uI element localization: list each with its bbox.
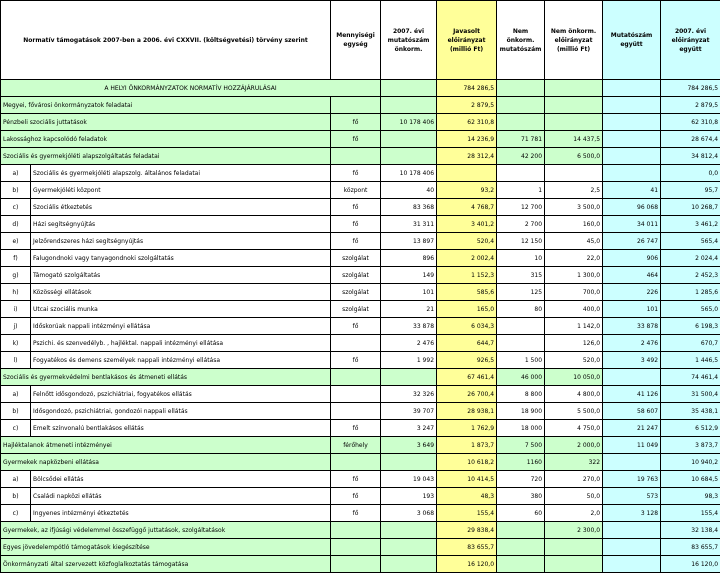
cell-nonlocal-appropriation: 1 300,0: [545, 267, 603, 284]
table-row: [1, 420, 720, 437]
cell-proposed: 14 236,9: [437, 131, 497, 148]
cell-nonlocal-indicator: 1 500: [497, 352, 545, 369]
row-label: j): [1, 318, 31, 335]
header-nonlocal-appropriation: Nem önkorm. előirányzat (millió Ft): [545, 1, 603, 80]
cell-nonlocal-indicator: 125: [497, 284, 545, 301]
cell-indicator: [381, 369, 437, 386]
cell-nonlocal-indicator: 80: [497, 301, 545, 318]
cell-proposed: 3 401,2: [437, 216, 497, 233]
row-title: Támogató szolgáltatás: [31, 267, 331, 284]
cell-indicator-total: 573: [603, 488, 661, 505]
cell-nonlocal-indicator: 7 500: [497, 437, 545, 454]
cell-indicator-total: [603, 539, 661, 556]
cell-nonlocal-appropriation: 3 500,0: [545, 199, 603, 216]
cell-unit: fő: [331, 216, 381, 233]
cell-appropriation-total: 16 120,0: [661, 556, 720, 573]
cell-indicator-total: [603, 165, 661, 182]
cell-appropriation-total: 28 674,4: [661, 131, 720, 148]
row-label: k): [1, 335, 31, 352]
cell-unit: szolgálat: [331, 267, 381, 284]
cell-indicator: [381, 539, 437, 556]
header-title: Normatív támogatások 2007-ben a 2006. évi CXXVII. (költségvetési) törvény szerint: [1, 1, 331, 80]
table-row: [1, 216, 720, 233]
cell-unit: [331, 539, 381, 556]
cell-nonlocal-indicator: 18 900: [497, 403, 545, 420]
cell-indicator-total: 101: [603, 301, 661, 318]
cell-unit: [331, 369, 381, 386]
row-label: a): [1, 471, 31, 488]
cell-appropriation-total: 155,4: [661, 505, 720, 522]
row-label: c): [1, 505, 31, 522]
section-title: A HELYI ÖNKORMÁNYZATOK NORMATÍV HOZZÁJÁRULÁSAI: [1, 80, 381, 97]
cell-nonlocal-indicator: 1160: [497, 454, 545, 471]
cell-nonlocal-indicator: 12 700: [497, 199, 545, 216]
cell-unit: fő: [331, 505, 381, 522]
table-row: [1, 284, 720, 301]
row-label: b): [1, 403, 31, 420]
cell-unit: fő: [331, 114, 381, 131]
cell-unit: fő: [331, 471, 381, 488]
cell-indicator-total: [603, 114, 661, 131]
cell-nonlocal-indicator: 1: [497, 182, 545, 199]
table-row: [1, 539, 720, 556]
cell-unit: [331, 97, 381, 114]
cell-indicator-total: [603, 556, 661, 573]
cell-indicator-total: 906: [603, 250, 661, 267]
cell-appropriation-total: 2 024,4: [661, 250, 720, 267]
cell-appropriation-total: 62 310,8: [661, 114, 720, 131]
cell-appropriation-total: 565,0: [661, 301, 720, 318]
table-row: [1, 369, 720, 386]
table-row: [1, 454, 720, 471]
cell-indicator-total: 464: [603, 267, 661, 284]
cell-proposed: 2 879,5: [437, 97, 497, 114]
cell-nonlocal-appropriation: [545, 97, 603, 114]
table-row: [1, 488, 720, 505]
table-row: [1, 114, 720, 131]
cell-nonlocal-appropriation: 700,0: [545, 284, 603, 301]
cell-nonlocal-indicator: 71 781: [497, 131, 545, 148]
cell-indicator-total: 26 747: [603, 233, 661, 250]
cell-unit: [331, 454, 381, 471]
cell-indicator: 10 178 406: [381, 114, 437, 131]
cell-indicator: 3 649: [381, 437, 437, 454]
cell-nonlocal-appropriation: 270,0: [545, 471, 603, 488]
row-label: d): [1, 216, 31, 233]
cell-proposed: [437, 165, 497, 182]
cell-indicator: 19 043: [381, 471, 437, 488]
row-title: Gyermekek napközbeni ellátása: [1, 454, 331, 471]
row-title: Gyermekjóléti központ: [31, 182, 331, 199]
cell-nonlocal-appropriation: 2,5: [545, 182, 603, 199]
cell-indicator-total: 58 607: [603, 403, 661, 420]
cell-nonlocal-appropriation: 2 300,0: [545, 522, 603, 539]
row-title: Pénzbeli szociális juttatások: [1, 114, 331, 131]
cell-nonlocal-appropriation: 2 000,0: [545, 437, 603, 454]
cell-indicator-total: [603, 97, 661, 114]
cell-nonlocal-indicator: 8 800: [497, 386, 545, 403]
cell-unit: fő: [331, 165, 381, 182]
cell-indicator: [381, 97, 437, 114]
cell-indicator-total: 34 011: [603, 216, 661, 233]
cell-indicator-total: [603, 522, 661, 539]
cell-appropriation-total: 34 812,4: [661, 148, 720, 165]
cell-indicator: [381, 148, 437, 165]
row-title: Emelt színvonalú bentlakásos ellátás: [31, 420, 331, 437]
row-label: b): [1, 182, 31, 199]
cell-unit: fő: [331, 131, 381, 148]
row-title: Falugondnoki vagy tanyagondnoki szolgáltatás: [31, 250, 331, 267]
cell-nonlocal-indicator: [497, 165, 545, 182]
cell-appropriation-total: 10 268,7: [661, 199, 720, 216]
cell-appropriation-total: 670,7: [661, 335, 720, 352]
cell-proposed: 29 838,4: [437, 522, 497, 539]
row-label: c): [1, 420, 31, 437]
cell-indicator: [381, 454, 437, 471]
header-row: [1, 1, 720, 80]
cell-indicator: [381, 556, 437, 573]
row-title: Szociális és gyermekvédelmi bentlakásos és átmeneti ellátás: [1, 369, 331, 386]
cell-nonlocal-indicator: [497, 114, 545, 131]
table-row: [1, 250, 720, 267]
cell-unit: férőhely: [331, 437, 381, 454]
cell-appropriation-total: 784 286,5: [661, 80, 720, 97]
row-title: Házi segítségnyújtás: [31, 216, 331, 233]
cell-proposed: 26 700,4: [437, 386, 497, 403]
cell-unit: [331, 403, 381, 420]
table-row: [1, 148, 720, 165]
cell-unit: fő: [331, 233, 381, 250]
header-indicator: 2007. évi mutatószám önkorm.: [381, 1, 437, 80]
row-title: Gyermekek, az ifjúsági védelemmel összefüggő juttatások, szolgáltatások: [1, 522, 331, 539]
cell-indicator: 10 178 406: [381, 165, 437, 182]
cell-proposed: 520,4: [437, 233, 497, 250]
table-row: [1, 386, 720, 403]
cell-proposed: 644,7: [437, 335, 497, 352]
cell-nonlocal-indicator: [497, 318, 545, 335]
row-title: Felnőtt idősgondozó, pszichiátriai, fogyatékos ellátás: [31, 386, 331, 403]
cell-indicator: 40: [381, 182, 437, 199]
table-row: [1, 403, 720, 420]
cell-indicator-total: 21 247: [603, 420, 661, 437]
cell-indicator: 39 707: [381, 403, 437, 420]
cell-appropriation-total: 95,7: [661, 182, 720, 199]
cell-appropriation-total: 35 438,1: [661, 403, 720, 420]
cell-proposed: 4 768,7: [437, 199, 497, 216]
cell-nonlocal-indicator: [497, 556, 545, 573]
cell-indicator: 33 878: [381, 318, 437, 335]
cell-nonlocal-indicator: 2 700: [497, 216, 545, 233]
cell-indicator-total: [603, 454, 661, 471]
row-title: Jelzőrendszeres házi segítségnyújtás: [31, 233, 331, 250]
cell-proposed: 10 618,2: [437, 454, 497, 471]
cell-nonlocal-appropriation: 520,0: [545, 352, 603, 369]
table-row: [1, 182, 720, 199]
cell-unit: szolgálat: [331, 301, 381, 318]
table-row: [1, 301, 720, 318]
row-label: a): [1, 165, 31, 182]
cell-appropriation-total: 6 512,9: [661, 420, 720, 437]
cell-unit: fő: [331, 352, 381, 369]
header-appropriation-total: 2007. évi előirányzat együtt: [661, 1, 720, 80]
cell-indicator: 21: [381, 301, 437, 318]
cell-appropriation-total: 31 500,4: [661, 386, 720, 403]
cell-appropriation-total: 1 446,5: [661, 352, 720, 369]
cell-nonlocal-appropriation: 2,0: [545, 505, 603, 522]
table-row: [1, 437, 720, 454]
row-label: l): [1, 352, 31, 369]
cell-indicator-total: 33 878: [603, 318, 661, 335]
table-row: [1, 80, 720, 97]
cell-proposed: 155,4: [437, 505, 497, 522]
cell-appropriation-total: 32 138,4: [661, 522, 720, 539]
cell-proposed: 62 310,8: [437, 114, 497, 131]
row-title: Időskorúak nappali intézményi ellátása: [31, 318, 331, 335]
cell-indicator-total: 226: [603, 284, 661, 301]
table-row: [1, 199, 720, 216]
cell-proposed: 28 938,1: [437, 403, 497, 420]
row-title: Utcai szociális munka: [31, 301, 331, 318]
table-row: [1, 267, 720, 284]
cell-nonlocal-appropriation: 400,0: [545, 301, 603, 318]
table-row: [1, 471, 720, 488]
table-row: [1, 352, 720, 369]
cell-unit: fő: [331, 199, 381, 216]
cell-proposed: 1 873,7: [437, 437, 497, 454]
cell-appropriation-total: 2 452,3: [661, 267, 720, 284]
header-indicator-total: Mutatószám együtt: [603, 1, 661, 80]
table-row: [1, 165, 720, 182]
row-title: Lakossághoz kapcsolódó feladatok: [1, 131, 331, 148]
row-title: Közösségi ellátások: [31, 284, 331, 301]
cell-indicator: 896: [381, 250, 437, 267]
row-label: c): [1, 199, 31, 216]
cell-proposed: 16 120,0: [437, 556, 497, 573]
cell-indicator: 101: [381, 284, 437, 301]
row-label: e): [1, 233, 31, 250]
cell-unit: fő: [331, 318, 381, 335]
cell-appropriation-total: 3 873,7: [661, 437, 720, 454]
cell-appropriation-total: 6 198,3: [661, 318, 720, 335]
row-title: Egyes jövedelempótló támogatások kiegészítése: [1, 539, 331, 556]
cell-nonlocal-indicator: 10: [497, 250, 545, 267]
row-label: h): [1, 284, 31, 301]
row-title: Ingyenes intézményi étkeztetés: [31, 505, 331, 522]
cell-nonlocal-appropriation: 322: [545, 454, 603, 471]
cell-proposed: 585,6: [437, 284, 497, 301]
cell-nonlocal-appropriation: 22,0: [545, 250, 603, 267]
cell-nonlocal-appropriation: 5 500,0: [545, 403, 603, 420]
cell-indicator-total: [603, 80, 661, 97]
row-title: Bölcsődei ellátás: [31, 471, 331, 488]
cell-nonlocal-appropriation: 126,0: [545, 335, 603, 352]
header-unit: Mennyiségi egység: [331, 1, 381, 80]
cell-indicator-total: 96 068: [603, 199, 661, 216]
cell-nonlocal-indicator: [497, 80, 545, 97]
cell-proposed: 2 002,4: [437, 250, 497, 267]
row-title: Önkormányzati által szervezett közfoglalkoztatás támogatása: [1, 556, 331, 573]
row-title: Szociális és gyermekjóléti alapszolg. általános feladatai: [31, 165, 331, 182]
cell-nonlocal-appropriation: 50,0: [545, 488, 603, 505]
cell-unit: fő: [331, 488, 381, 505]
row-title: Családi napközi ellátás: [31, 488, 331, 505]
cell-proposed: 1 762,9: [437, 420, 497, 437]
cell-indicator: 31 311: [381, 216, 437, 233]
cell-indicator-total: 2 476: [603, 335, 661, 352]
cell-indicator: 83 368: [381, 199, 437, 216]
row-title: Fogyatékos és demens személyek nappali intézményi ellátása: [31, 352, 331, 369]
cell-indicator-total: 19 763: [603, 471, 661, 488]
cell-unit: [331, 148, 381, 165]
cell-nonlocal-indicator: [497, 522, 545, 539]
table-row: [1, 335, 720, 352]
cell-indicator-total: 41 126: [603, 386, 661, 403]
cell-nonlocal-appropriation: [545, 165, 603, 182]
cell-unit: szolgálat: [331, 284, 381, 301]
cell-nonlocal-indicator: [497, 97, 545, 114]
row-title: Hajléktalanok átmeneti intézményei: [1, 437, 331, 454]
cell-indicator: 193: [381, 488, 437, 505]
cell-indicator: 13 897: [381, 233, 437, 250]
cell-nonlocal-appropriation: [545, 539, 603, 556]
cell-nonlocal-appropriation: 1 142,0: [545, 318, 603, 335]
cell-indicator: [381, 131, 437, 148]
cell-appropriation-total: 74 461,4: [661, 369, 720, 386]
cell-appropriation-total: 3 461,2: [661, 216, 720, 233]
cell-appropriation-total: 10 940,2: [661, 454, 720, 471]
table-row: [1, 318, 720, 335]
cell-appropriation-total: 0,0: [661, 165, 720, 182]
cell-proposed: 83 655,7: [437, 539, 497, 556]
cell-unit: szolgálat: [331, 250, 381, 267]
cell-nonlocal-indicator: [497, 335, 545, 352]
cell-appropriation-total: 83 655,7: [661, 539, 720, 556]
row-label: f): [1, 250, 31, 267]
cell-nonlocal-appropriation: [545, 80, 603, 97]
cell-indicator-total: 3 492: [603, 352, 661, 369]
row-title: Szociális és gyermekjóléti alapszolgáltatás feladatai: [1, 148, 331, 165]
cell-nonlocal-indicator: 315: [497, 267, 545, 284]
cell-appropriation-total: 2 879,5: [661, 97, 720, 114]
cell-indicator: 3 247: [381, 420, 437, 437]
cell-appropriation-total: 565,4: [661, 233, 720, 250]
cell-indicator: 32 326: [381, 386, 437, 403]
cell-nonlocal-appropriation: [545, 114, 603, 131]
cell-nonlocal-appropriation: 45,0: [545, 233, 603, 250]
cell-indicator-total: 11 049: [603, 437, 661, 454]
cell-indicator: 149: [381, 267, 437, 284]
table-row: [1, 131, 720, 148]
cell-nonlocal-appropriation: 4 800,0: [545, 386, 603, 403]
cell-nonlocal-indicator: 42 200: [497, 148, 545, 165]
cell-appropriation-total: 98,3: [661, 488, 720, 505]
table-row: [1, 97, 720, 114]
cell-indicator-total: 3 128: [603, 505, 661, 522]
cell-nonlocal-indicator: 18 000: [497, 420, 545, 437]
cell-nonlocal-indicator: 12 150: [497, 233, 545, 250]
cell-nonlocal-appropriation: [545, 556, 603, 573]
cell-proposed: 926,5: [437, 352, 497, 369]
cell-proposed: 6 034,3: [437, 318, 497, 335]
cell-proposed: 165,0: [437, 301, 497, 318]
table-row: [1, 556, 720, 573]
row-label: i): [1, 301, 31, 318]
cell-unit: [331, 522, 381, 539]
cell-proposed: 1 152,3: [437, 267, 497, 284]
cell-proposed: 93,2: [437, 182, 497, 199]
cell-nonlocal-indicator: 720: [497, 471, 545, 488]
table-row: [1, 233, 720, 250]
cell-indicator-total: [603, 148, 661, 165]
cell-appropriation-total: 10 684,5: [661, 471, 720, 488]
cell-proposed: 10 414,5: [437, 471, 497, 488]
cell-proposed: 28 312,4: [437, 148, 497, 165]
cell-nonlocal-indicator: 46 000: [497, 369, 545, 386]
cell-unit: [331, 386, 381, 403]
cell-proposed: 784 286,5: [437, 80, 497, 97]
cell-unit: központ: [331, 182, 381, 199]
cell-indicator-total: [603, 131, 661, 148]
cell-proposed: 48,3: [437, 488, 497, 505]
cell-unit: fő: [331, 420, 381, 437]
header-nonlocal-indicator: Nem önkorm. mutatószám: [497, 1, 545, 80]
cell-indicator: [381, 522, 437, 539]
cell-nonlocal-appropriation: 14 437,5: [545, 131, 603, 148]
cell-indicator-total: 41: [603, 182, 661, 199]
cell-nonlocal-indicator: 60: [497, 505, 545, 522]
row-label: g): [1, 267, 31, 284]
cell-indicator: 3 068: [381, 505, 437, 522]
cell-nonlocal-appropriation: 6 500,0: [545, 148, 603, 165]
cell-nonlocal-appropriation: 4 750,0: [545, 420, 603, 437]
row-title: Pszichi. és szenvedélyb. , hajléktal. nappali intézményi ellátása: [31, 335, 331, 352]
table-row: [1, 505, 720, 522]
cell-nonlocal-appropriation: 160,0: [545, 216, 603, 233]
cell-nonlocal-appropriation: 10 050,0: [545, 369, 603, 386]
cell-appropriation-total: 1 285,6: [661, 284, 720, 301]
cell-unit: [331, 556, 381, 573]
header-proposed: Javasolt előirányzat (millió Ft): [437, 1, 497, 80]
cell-unit: [331, 335, 381, 352]
row-title: Megyei, fővárosi önkormányzatok feladatai: [1, 97, 331, 114]
cell-indicator-total: [603, 369, 661, 386]
table-row: [1, 522, 720, 539]
cell-indicator: [381, 80, 437, 97]
cell-nonlocal-indicator: [497, 539, 545, 556]
row-title: Idősgondozó, pszichiátriai, gondozói nappali ellátás: [31, 403, 331, 420]
cell-proposed: 67 461,4: [437, 369, 497, 386]
cell-indicator: 1 992: [381, 352, 437, 369]
row-title: Szociális étkeztetés: [31, 199, 331, 216]
row-label: b): [1, 488, 31, 505]
cell-indicator: 2 476: [381, 335, 437, 352]
row-label: a): [1, 386, 31, 403]
cell-nonlocal-indicator: 380: [497, 488, 545, 505]
